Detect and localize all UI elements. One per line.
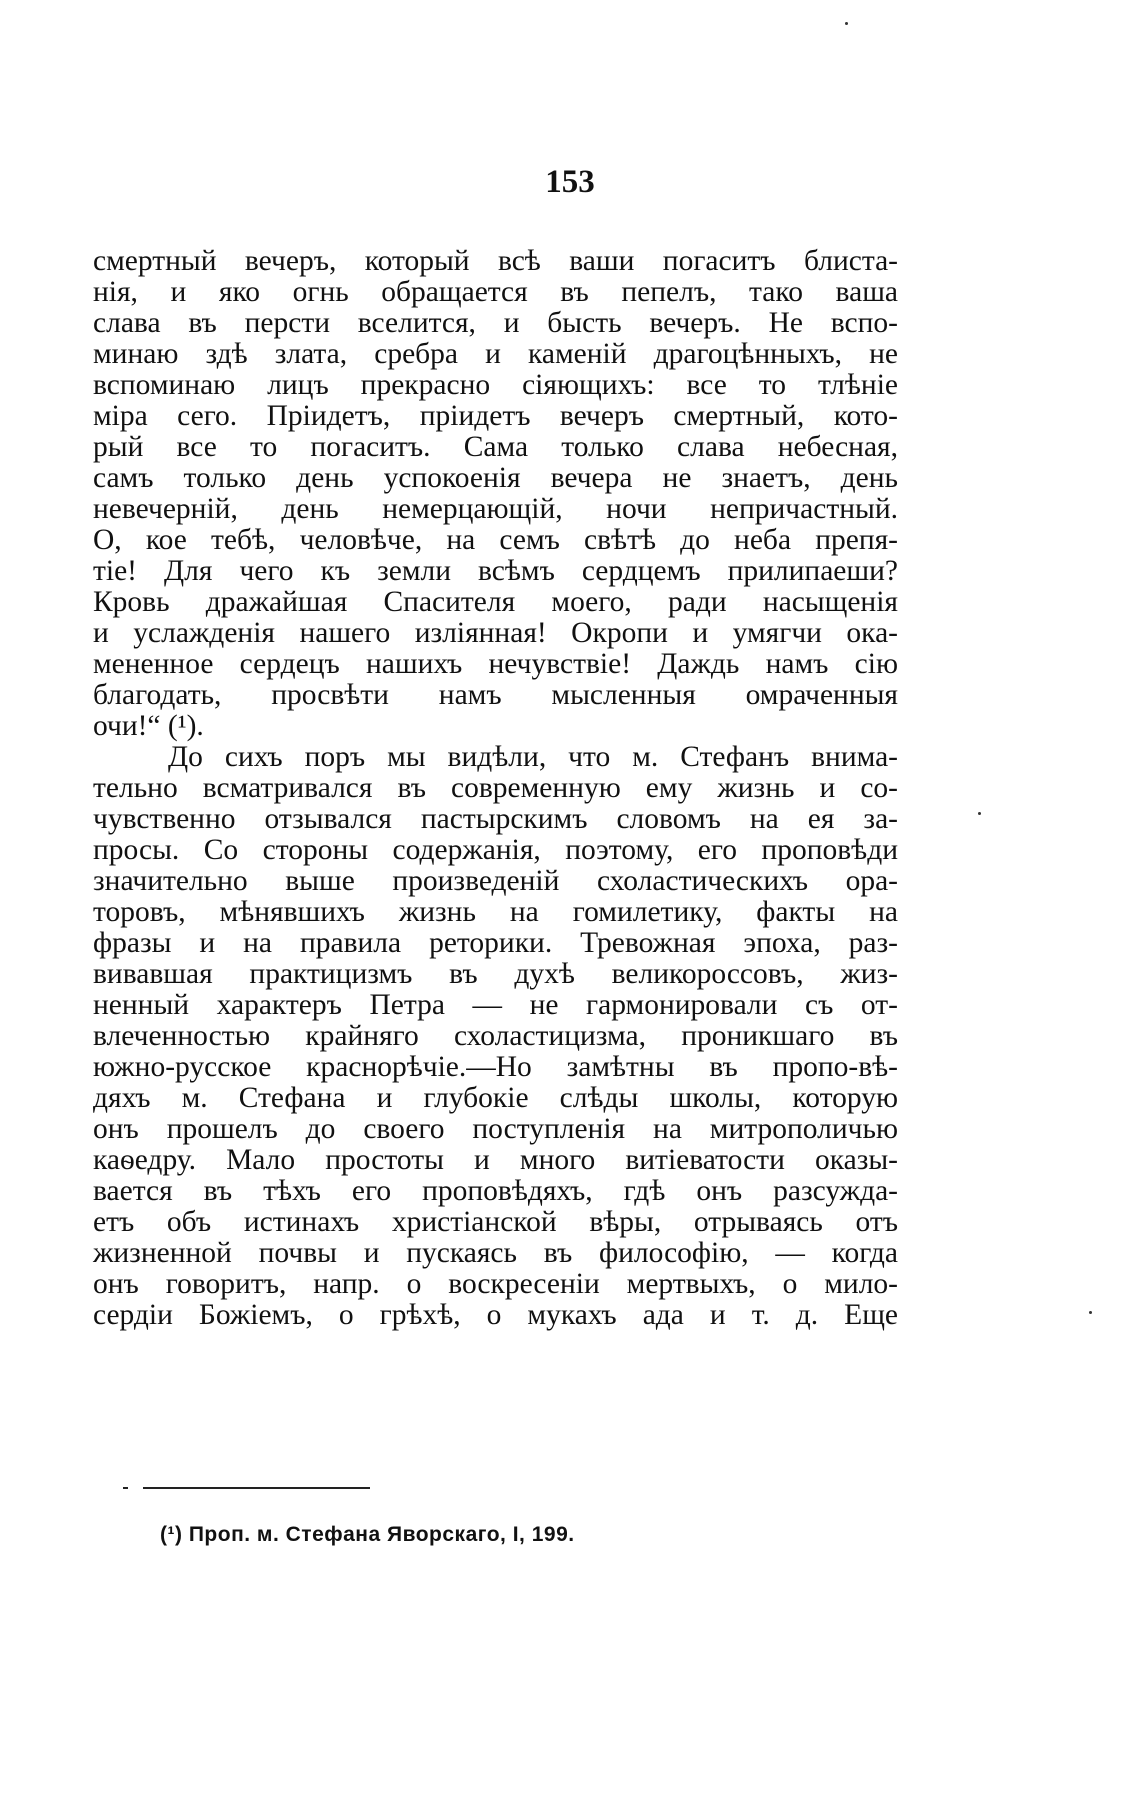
text-line: вспоминаю лицъ прекрасно сіяющихъ: все то тлѣніе <box>93 369 898 401</box>
text-line: смертный вечеръ, который всѣ ваши погаситъ блиста- <box>93 245 898 277</box>
text-line: чувственно отзывался пастырскимъ словомъ на ея за- <box>93 803 898 835</box>
text-line: етъ объ истинахъ христіанской вѣры, отрываясь отъ <box>93 1206 898 1238</box>
text-line: О, кое тебѣ, человѣче, на семъ свѣтѣ до неба препя- <box>93 524 898 556</box>
text-line: вается въ тѣхъ его проповѣдяхъ, гдѣ онъ разсужда- <box>93 1175 898 1207</box>
text-line: каѳедру. Мало простоты и много витіеватости оказы- <box>93 1144 898 1176</box>
text-line: очи!“ (¹). <box>93 710 204 742</box>
main-text <box>93 246 898 1331</box>
text-line: мененное сердецъ нашихъ нечувствіе! Даждь намъ сію <box>93 648 898 680</box>
print-speck <box>1089 1311 1092 1314</box>
text-line: просы. Со стороны содержанія, поэтому, его проповѣди <box>93 834 898 866</box>
text-line: онъ говоритъ, напр. о воскресеніи мертвыхъ, о мило- <box>93 1268 898 1300</box>
page-number: 153 <box>545 164 595 200</box>
text-line: и услажденія нашего изліянная! Окропи и умягчи ока- <box>93 617 898 649</box>
paragraph-2 <box>93 742 898 1331</box>
text-line: самъ только день успокоенія вечера не знаетъ, день <box>93 462 898 494</box>
text-line: дяхъ м. Стефана и глубокіе слѣды школы, которую <box>93 1082 898 1114</box>
text-line: тіе! Для чего къ земли всѣмъ сердцемъ прилипаеши? <box>93 555 898 587</box>
text-line: южно-русское краснорѣчіе.—Но замѣтны въ пропо-вѣ- <box>93 1051 898 1083</box>
text-line: благодать, просвѣти намъ мысленныя омраченныя <box>93 679 898 711</box>
text-line: Кровь дражайшая Спасителя моего, ради насыщенія <box>93 586 898 618</box>
text-line: тельно всматривался въ современную ему жизнь и со- <box>93 772 898 804</box>
text-line: міра сего. Пріидетъ, пріидетъ вечеръ смертный, кото- <box>93 400 898 432</box>
text-line: вивавшая практицизмъ въ духѣ великороссовъ, жиз- <box>93 958 898 990</box>
footnote-divider <box>115 1487 370 1489</box>
text-line: нія, и яко огнь обращается въ пепелъ, тако ваша <box>93 276 898 308</box>
text-line: онъ прошелъ до своего поступленія на митрополичью <box>93 1113 898 1145</box>
text-line: сердіи Божіемъ, о грѣхѣ, о мукахъ ада и т. д. Еще <box>93 1299 898 1331</box>
text-line: торовъ, мѣнявшихъ жизнь на гомилетику, факты на <box>93 896 898 928</box>
text-line: жизненной почвы и пускаясь въ философію, — когда <box>93 1237 898 1269</box>
text-line: влеченностью крайняго схоластицизма, проникшаго въ <box>93 1020 898 1052</box>
print-speck <box>978 812 981 815</box>
text-line: значительно выше произведеній схоластическихъ ора- <box>93 865 898 897</box>
paragraph-1 <box>93 246 898 742</box>
text-line: фразы и на правила реторики. Тревожная эпоха, раз- <box>93 927 898 959</box>
text-line: ненный характеръ Петра — не гармонировали съ от- <box>93 989 898 1021</box>
text-line: невечерній, день немерцающій, ночи непричастный. <box>93 493 898 525</box>
text-line: минаю здѣ злата, сребра и каменій драгоцѣнныхъ, не <box>93 338 898 370</box>
text-line: рый все то погаситъ. Сама только слава небесная, <box>93 431 898 463</box>
text-line: слава въ персти вселится, и бысть вечеръ. Не вспо- <box>93 307 898 339</box>
footnote: (¹) Проп. м. Стефана Яворскаго, I, 199. <box>160 1523 575 1546</box>
text-line: До сихъ поръ мы видѣли, что м. Стефанъ внима- <box>168 741 898 773</box>
print-speck <box>845 22 848 25</box>
